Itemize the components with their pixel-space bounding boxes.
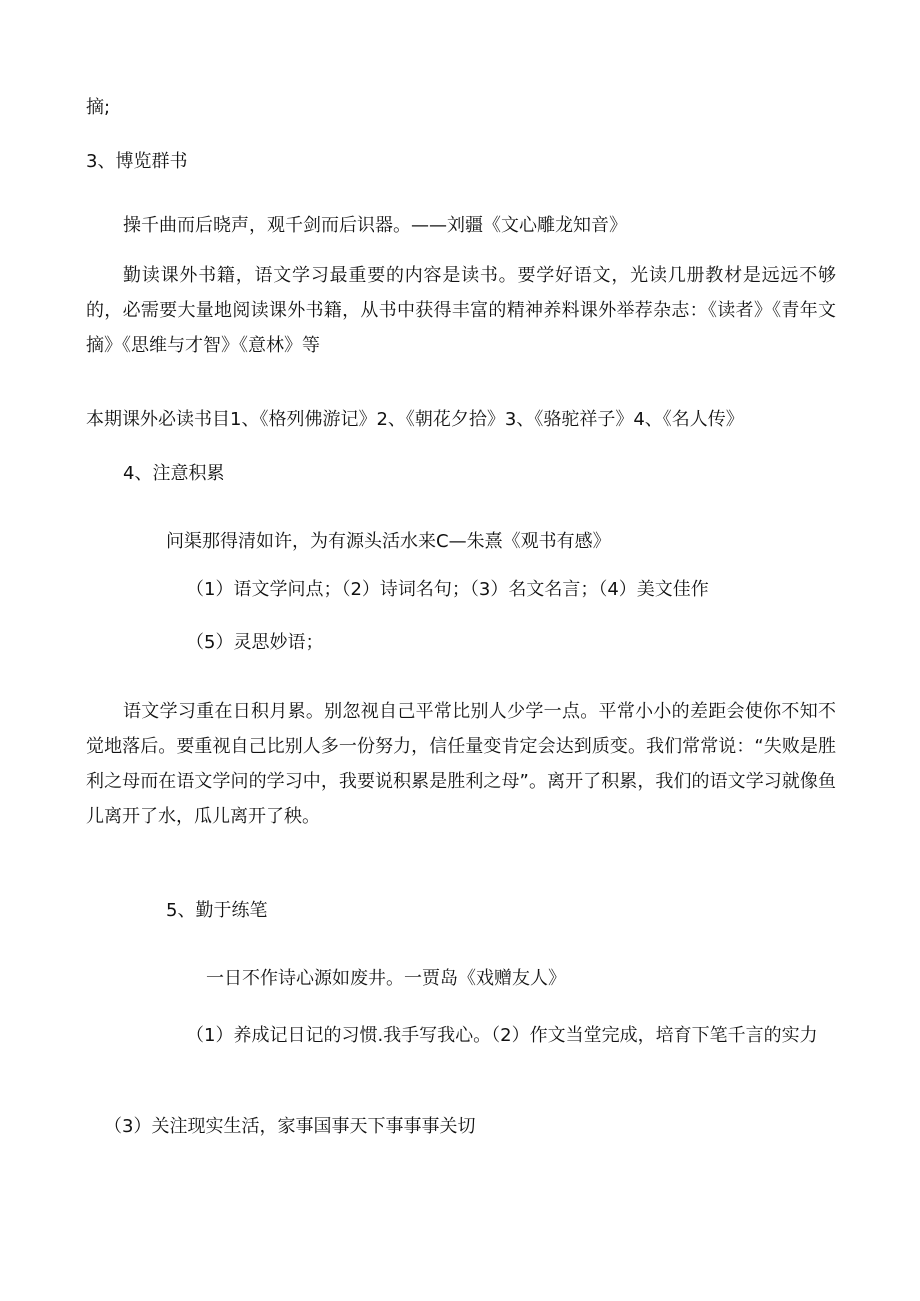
section-heading-4: 4、注意积累: [123, 463, 225, 484]
section-heading-3: 3、博览群书: [86, 151, 188, 172]
paragraph-reading: 勤读课外书籍，语文学习最重要的内容是读书。要学好语文，光读几册教材是远远不够的，必需要大量地阅读课外书籍，从书中获得丰富的精神养料课外举荐杂志：《读者》《青年文摘》《思维与才智》《意林》等: [86, 265, 836, 356]
required-reading-list: 本期课外必读书目1、《格列佛游记》2、《朝花夕拾》3、《骆驼祥子》4、《名人传》: [86, 409, 744, 430]
writing-items-1-2: （1）养成记日记的习惯.我手写我心。（2）作文当堂完成，培育下笔千言的实力: [186, 1025, 818, 1046]
quote-zhu-xi: 问渠那得清如许，为有源头活水来C—朱熹《观书有感》: [166, 531, 611, 552]
text-line-zhai: 摘;: [86, 97, 111, 118]
section-heading-5: 5、勤于练笔: [166, 900, 268, 921]
paragraph-accumulation: 语文学习重在日积月累。别忽视自己平常比别人少学一点。平常小小的差距会使你不知不觉地落后。要重视自己比别人多一份努力，信任量变肯定会达到质变。我们常常说：“失败是胜利之母而在语文学问的学习中，我要说积累是胜利之母”。离开了积累，我们的语文学习就像鱼儿离开了水，瓜儿离开了秧。: [86, 701, 836, 827]
quote-liu-xie: 操千曲而后晓声，观千剑而后识器。——刘疆《文心雕龙知音》: [123, 215, 627, 236]
accumulation-item-5: （5）灵思妙语；: [186, 632, 324, 653]
quote-jia-dao: 一日不作诗心源如废井。一贾岛《戏赠友人》: [206, 968, 566, 989]
writing-item-3: （3）关注现实生活，家事国事天下事事事关切: [104, 1116, 476, 1137]
accumulation-items-1-4: （1）语文学问点；（2）诗词名句；（3）名文名言；（4）美文佳作: [186, 579, 709, 600]
